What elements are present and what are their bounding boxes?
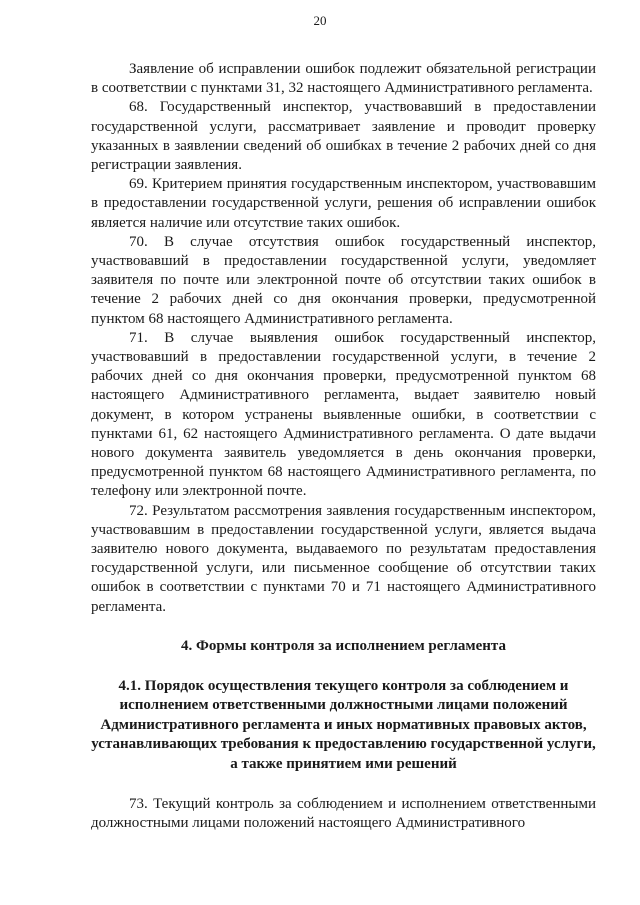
paragraph-73: 73. Текущий контроль за соблюдением и исполнением ответственными должностными лицами положений настоящего Административного <box>91 795 596 832</box>
paragraph-69: 69. Критерием принятия государственным инспектором, участвовавшим в предоставлении государственной услуги, решения об исправлении ошибок является наличие или отсутствие таких ошибок. <box>91 176 596 231</box>
subsection-heading: 4.1. Порядок осуществления текущего контроля за соблюдением и исполнением ответственными должностными лицами положений Административного регламента и иных нормативных правовых актов, устанавливающих требования к предоставлению государственной услуги, а также принятием ими решений <box>91 677 596 772</box>
paragraph-70: 70. В случае отсутствия ошибок государственный инспектор, участвовавший в предоставлении государственной услуги, уведомляет заявителя по почте или электронной почте об отсутствии таких ошибок в течение 2 рабочих дней со дня окончания проверки, предусмотренной пунктом 68 настоящего Административного регламента. <box>91 233 596 327</box>
section-heading: 4. Формы контроля за исполнением регламента <box>181 637 506 654</box>
paragraph-71: 71. В случае выявления ошибок государственный инспектор, участвовавший в предоставлении государственной услуги, в течение 2 рабочих дней со дня окончания проверки, предусмотренной пунктом 68 настоящего Административного регламента, выдает заявителю новый документ, в котором устранены выявленные ошибки, в соответствии с пунктами 61, 62 настоящего Административного регламента. О дате выдачи нового документа заявитель уведомляется в день окончания проверки, предусмотренной пунктом 68 настоящего Административного регламента, по телефону или электронной почте. <box>91 329 596 500</box>
paragraph-error-registration: Заявление об исправлении ошибок подлежит обязательной регистрации в соответствии с пунктами 31, 32 настоящего Административного регламента. <box>91 61 596 97</box>
document-body <box>91 60 596 833</box>
paragraph-68: 68. Государственный инспектор, участвовавший в предоставлении государственной услуги, рассматривает заявление и проводит проверку указанных в заявлении сведений об ошибках в течение 2 рабочих дней со дня регистрации заявления. <box>91 99 596 174</box>
page-number: 20 <box>313 13 327 28</box>
paragraph-72: 72. Результатом рассмотрения заявления государственным инспектором, участвовавшим в предоставлении государственной услуги, является выдача заявителю нового документа, выдаваемого по результатам предоставления государственной услуги, или письменное сообщение об отсутствии таких ошибок в соответствии с пунктами 70 и 71 настоящего Административного регламента. <box>91 502 596 615</box>
